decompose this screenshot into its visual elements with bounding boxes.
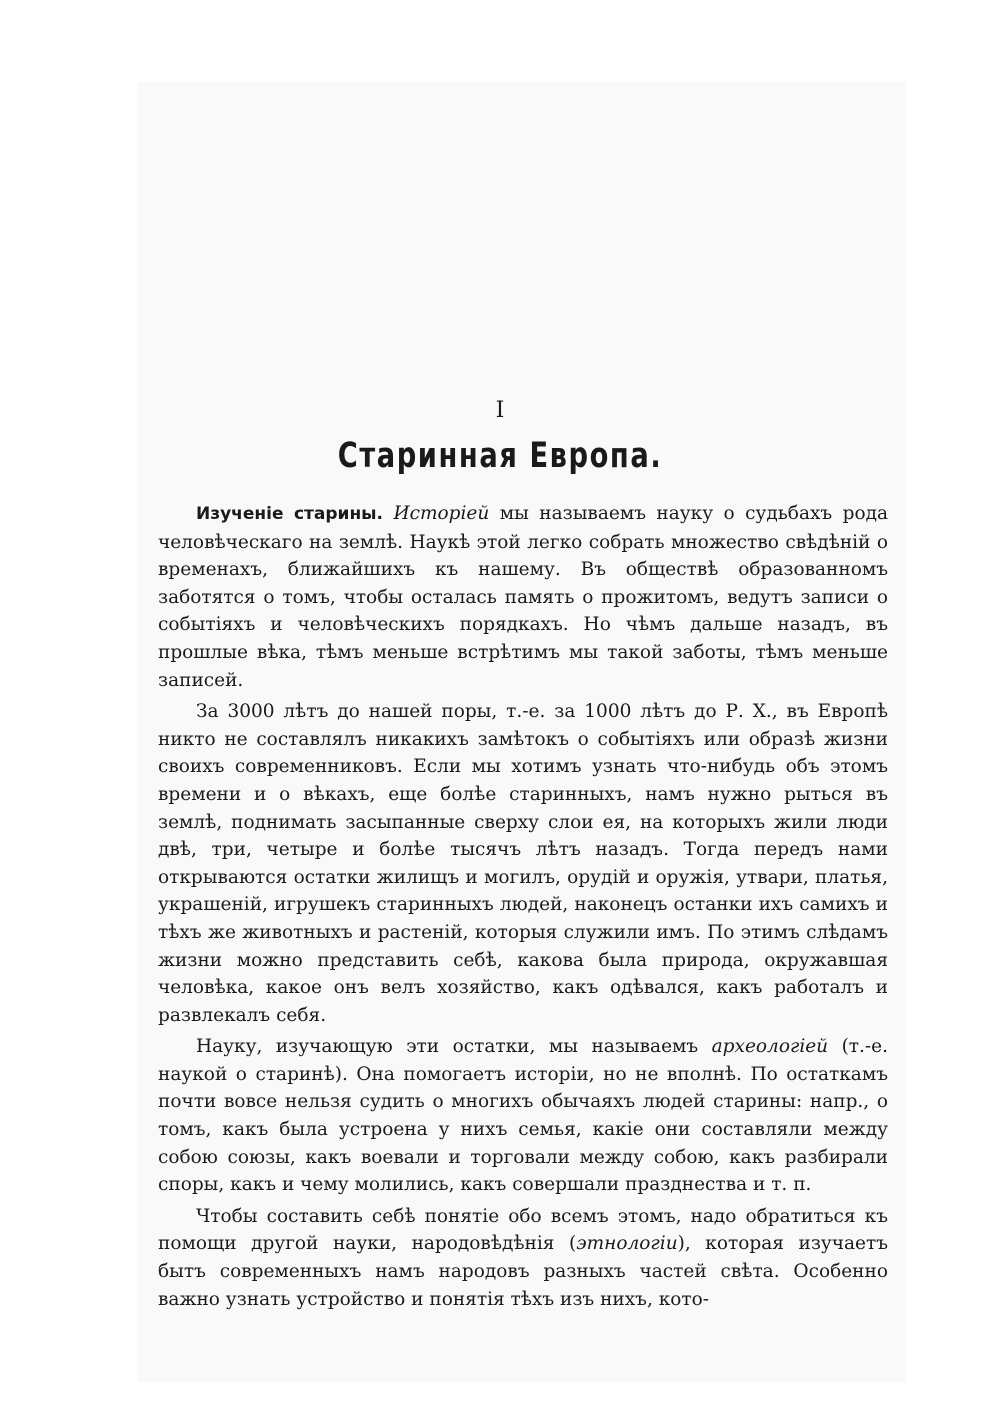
chapter-number: I [495, 398, 505, 423]
term-archaeology: археологіей [711, 1036, 829, 1058]
chapter-title: Старинная Европа. [337, 436, 663, 476]
paragraph-2: За 3000 лѣтъ до нашей поры, т.-е. за 1000 лѣтъ до Р. Х., въ Европѣ никто не составлялъ никакихъ замѣтокъ о событіяхъ или образѣ жизни своихъ современниковъ. Если мы хотимъ узнать что-нибудь объ этомъ времени и о вѣкахъ, еще болѣе старинныхъ, намъ нужно рыться въ землѣ, поднимать засыпанные сверху слои ея, на которыхъ жили люди двѣ, три, четыре и болѣе тысячъ лѣтъ назадъ. Тогда передъ нами открываются остатки жилищъ и могилъ, орудій и оружія, утвари, платья, украшеній, игрушекъ старинныхъ людей, наконецъ останки ихъ самихъ и тѣхъ же животныхъ и растеній, которыя служили имъ. По этимъ слѣдамъ жизни можно представить себѣ, какова была природа, окружавшая человѣка, какое онъ велъ хозяйство, какъ одѣвался, какъ работалъ и развлекалъ себя. [158, 701, 888, 1026]
term-ethnology: этнологіи [576, 1233, 678, 1255]
term-history: Исторіей [393, 503, 490, 524]
paragraph-4-text-end: ), которая изучаетъ бытъ современныхъ намъ народовъ разныхъ частей свѣта. Особенно важно узнать устройство и понятія тѣхъ изъ нихъ, кото- [158, 1233, 889, 1310]
paragraph-3-text-end: (т.-е. наукой о старинѣ). Она помогаетъ исторіи, но не вполнѣ. По остаткамъ почти вовсе нельзя судить о многихъ обычаяхъ людей старины: напр., о томъ, какъ была устроена у нихъ семья, какіе они составляли между собою союзы, какъ воевали и торговали между собою, какъ разбирали споры, какъ и чему молились, какъ совершали празднества и т. п. [158, 1036, 889, 1196]
paragraph-3-text-start: Науку, изучающую эти остатки, мы называемъ [196, 1036, 712, 1058]
section-run-in-heading: Изученіе старины. [196, 504, 384, 524]
chapter-body [158, 500, 888, 1317]
paragraph-1 [158, 500, 888, 694]
paragraph-1-text: мы называемъ науку о судьбахъ рода человѣческаго на землѣ. Наукѣ этой легко собрать множество свѣдѣній о временахъ, ближайшихъ къ нашему. Въ обществѣ образованномъ заботятся о томъ, чтобы осталась память о прожитомъ, ведутъ записи о событіяхъ и человѣческихъ порядкахъ. Но чѣмъ дальше назадъ, въ прошлые вѣка, тѣмъ меньше встрѣтимъ мы такой заботы, тѣмъ меньше записей. [158, 503, 889, 691]
paragraph-4 [158, 1203, 888, 1313]
run-in-spacer [383, 503, 393, 524]
paragraph-3 [158, 1033, 888, 1199]
paragraph-4-text-start: Чтобы составить себѣ понятіе обо всемъ этомъ, надо обратиться къ помощи другой науки, народовѣдѣнія ( [158, 1205, 888, 1255]
